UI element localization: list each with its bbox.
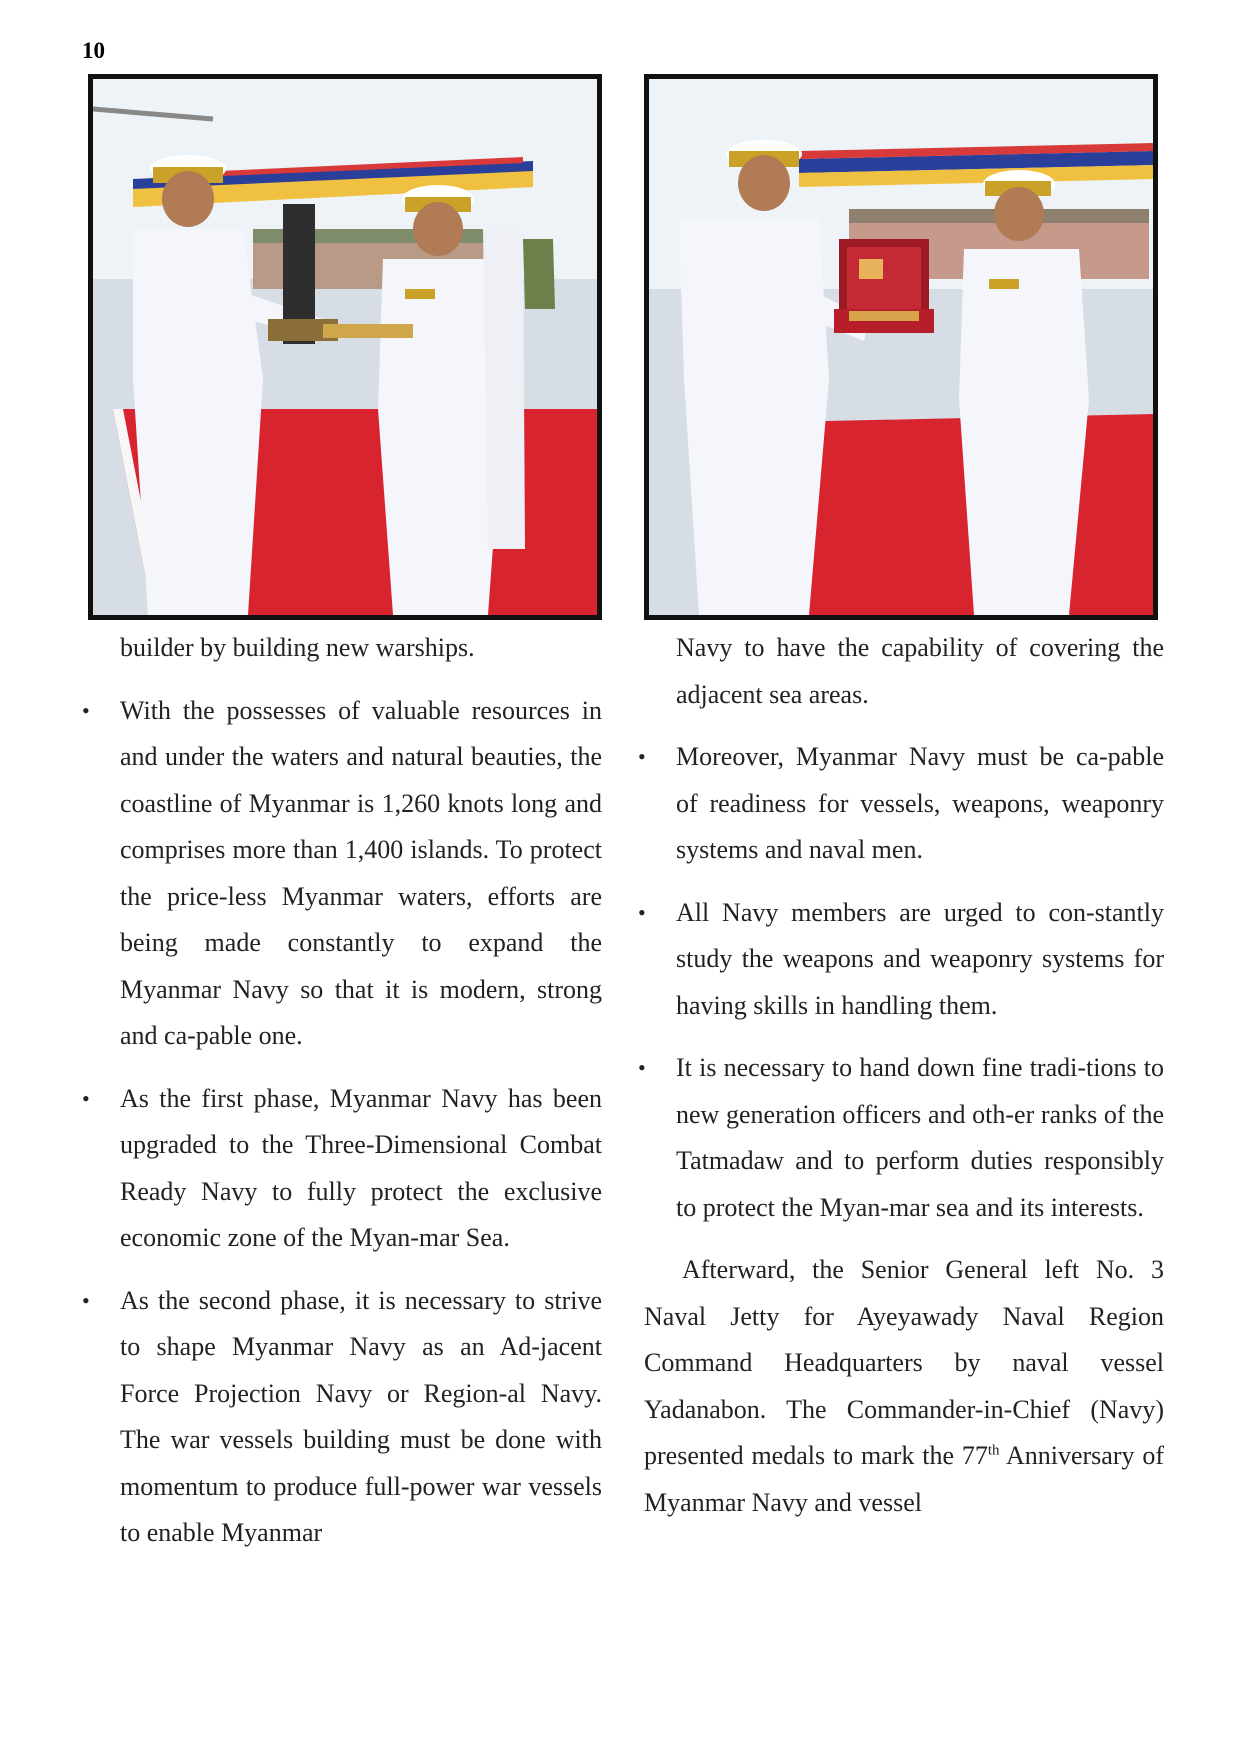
page-number: 10 <box>82 38 105 63</box>
bullet-study-weapons: • All Navy members are urged to con-stantly study the weapons and weaponry systems for having skills in handling them. <box>644 890 1164 1030</box>
bullet-first-phase: • As the first phase, Myanmar Navy has been upgraded to the Three-Dimensional Combat Ready Navy to fully protect the exclusive economic zone of the Myan-mar Sea. <box>88 1076 602 1262</box>
bullet-second-phase: • As the second phase, it is necessary to strive to shape Myanmar Navy as an Ad-jacent Force Projection Navy or Region-al Navy. The war vessels building must be done with momentum to produce full-power war vessels to enable Myanmar <box>88 1278 602 1557</box>
bullet-coastline: • With the possesses of valuable resources in and under the waters and natural beauties, the coastline of Myanmar is 1,260 knots long and comprises more than 1,400 islands. To protect the price-less Myanmar waters, efforts are being made constantly to expand the Myanmar Navy so that it is modern, strong and ca-pable one. <box>88 688 602 1060</box>
bullet-readiness: • Moreover, Myanmar Navy must be ca-pable of readiness for vessels, weapons, weaponry systems and naval men. <box>644 734 1164 874</box>
closing-text-after: Anniversary of Myanmar Navy and vessel <box>644 1441 1164 1517</box>
closing-text-before: Afterward, the Senior General left No. 3 Naval Jetty for Ayeyawady Naval Region Command Headquarters by naval vessel Yadanabon. The Commander-in-Chief (Navy) presented medals to mark the 77 <box>644 1255 1164 1470</box>
closing-ordinal-sup: th <box>987 1442 1000 1459</box>
bullet-traditions: • It is necessary to hand down fine tradi-tions to new generation officers and oth-er ranks of the Tatmadaw and to perform duties responsibly to protect the Myan-mar sea and its interests. <box>644 1045 1164 1231</box>
photo-left-illustration <box>93 79 597 615</box>
left-text-column <box>88 625 602 1573</box>
right-text-column <box>644 625 1164 1542</box>
left-continuation: builder by building new warships. <box>120 633 475 662</box>
right-continuation: Navy to have the capability of covering the adjacent sea areas. <box>676 633 1164 709</box>
photo-right-illustration <box>649 79 1153 615</box>
photo-right-ceremony <box>644 74 1158 620</box>
photo-left-ceremony <box>88 74 602 620</box>
closing-paragraph <box>644 1247 1164 1526</box>
